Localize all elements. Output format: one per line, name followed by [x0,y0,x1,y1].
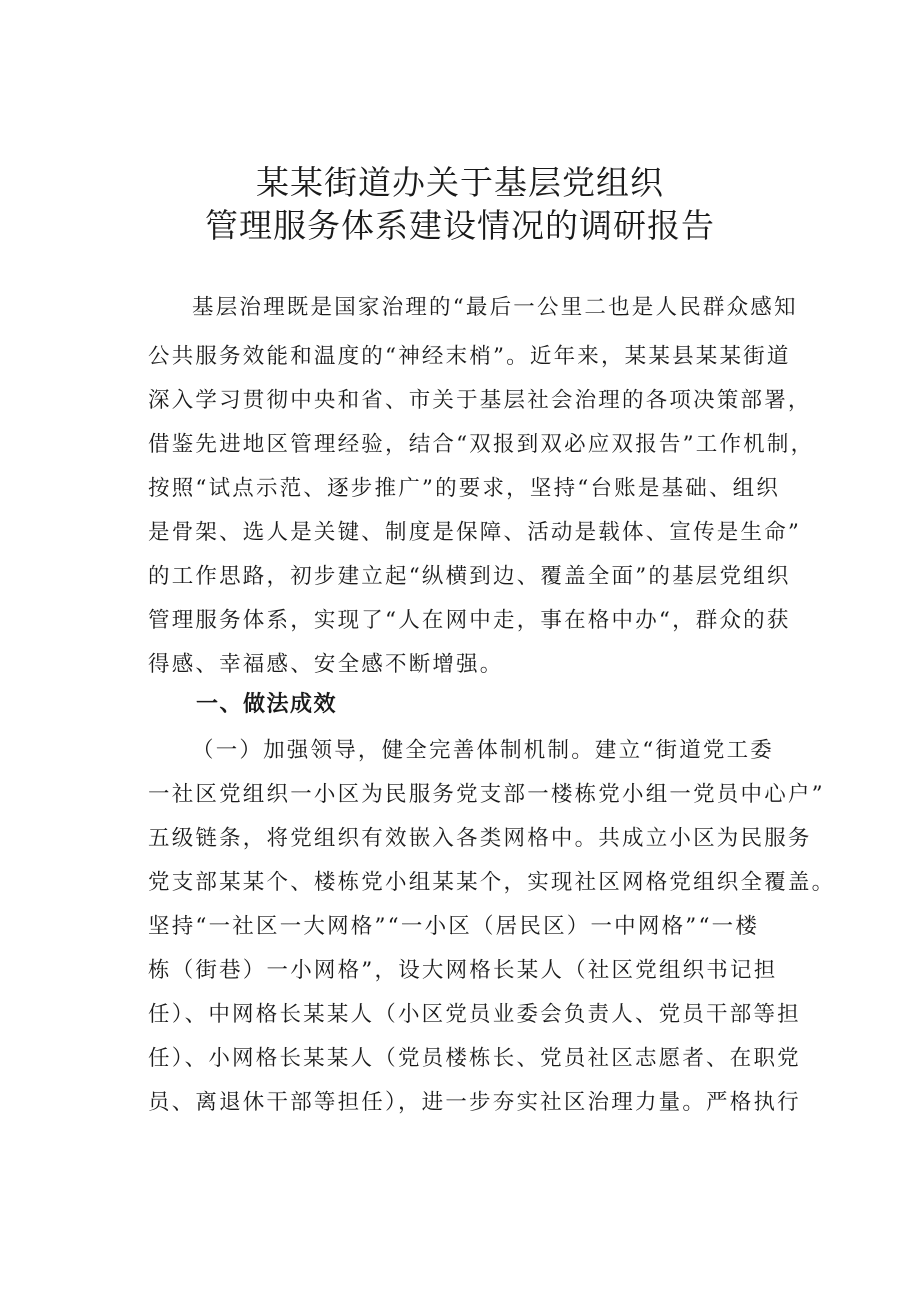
intro-paragraph-line: 借鉴先进地区管理经验，结合“双报到双必应双报告”工作机制， [148,432,815,457]
section-paragraph-line: （一）加强领导，健全完善体制机制。建立“街道党工委 [192,738,774,763]
section-paragraph-line: 五级链条，将党组织有效嵌入各类网格中。共成立小区为民服务 [148,826,812,851]
section-paragraph-line: 党支部某某个、楼栋党小组某某个，实现社区网格党组织全覆盖。 [148,870,836,895]
section-paragraph-line: 栋（街巷）一小网格”，设大网格长某人（社区党组织书记担 [148,958,778,983]
section-heading: 一、做法成效 [196,692,338,717]
intro-paragraph-line: 是骨架、选人是关键、制度是保障、活动是载体、宣传是生命” [148,520,802,545]
section-paragraph-line: 一社区党组织一小区为民服务党支部一楼栋党小组一党员中心户” [148,782,825,807]
intro-paragraph-line: 深入学习贯彻中央和省、市关于基层社会治理的各项决策部署， [148,388,812,413]
intro-paragraph-line: 的工作思路，初步建立起“纵横到边、覆盖全面”的基层党组织 [148,564,791,589]
intro-paragraph-line: 公共服务效能和温度的“神经末梢”。近年来，某某县某某街道 [148,344,791,369]
intro-paragraph-line: 得感、幸福感、安全感不断增强。 [148,652,504,677]
section-paragraph-line: 坚持“一社区一大网格”“一小区（居民区）一中网格”“一楼 [148,914,760,939]
intro-paragraph-line: 基层治理既是国家治理的“最后一公里二也是人民群众感知 [192,295,798,320]
document-title-line-2: 管理服务体系建设情况的调研报告 [205,206,715,245]
section-paragraph-line: 任）、中网格长某某人（小区党员业委会负责人、党员干部等担 [148,1002,801,1027]
section-paragraph-line: 任）、小网格长某某人（党员楼栋长、党员社区志愿者、在职党 [148,1046,801,1071]
intro-paragraph-line: 管理服务体系，实现了“人在网中走，事在格中办“，群众的获 [148,608,791,633]
intro-paragraph-line: 按照“试点示范、逐步推广”的要求，坚持“台账是基础、组织 [148,476,781,501]
document-title-line-1: 某某街道办关于基层党组织 [256,163,664,202]
section-paragraph-line: 员、离退休干部等担任），进一步夯实社区治理力量。严格执行 [148,1090,801,1115]
